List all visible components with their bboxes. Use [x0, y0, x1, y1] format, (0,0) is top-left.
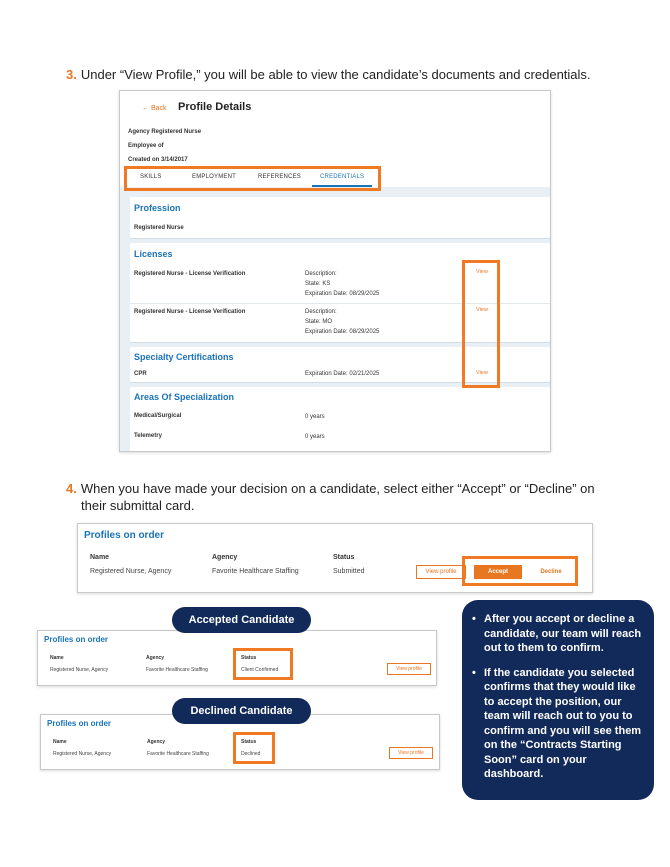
decline-button[interactable]: Decline — [540, 569, 562, 575]
specialty-heading: Specialty Certifications — [134, 352, 234, 362]
accept-button[interactable]: Accept — [474, 565, 522, 579]
profile-details-screenshot — [119, 90, 551, 452]
step-text: Under “View Profile,” you will be able to view the candidate’s documents and credentials. — [80, 67, 591, 82]
license-description-label: Description: — [305, 309, 337, 315]
candidate-status: Client Confirmed — [241, 667, 279, 673]
accepted-profiles-card — [37, 630, 437, 686]
profession-card — [130, 197, 550, 239]
license-view-link[interactable]: View — [476, 307, 488, 313]
info-list — [470, 612, 644, 782]
licenses-heading: Licenses — [134, 249, 173, 259]
step-3-instruction — [66, 66, 646, 83]
license-state: State: MO — [305, 319, 333, 325]
status-highlight-box — [233, 648, 293, 680]
column-header-name: Name — [50, 655, 64, 661]
candidate-name: Registered Nurse, Agency — [53, 751, 112, 757]
card-title: Profiles on order — [47, 719, 112, 728]
declined-candidate-label: Declined Candidate — [172, 698, 311, 724]
candidate-agency: Favorite Healthcare Staffing — [212, 568, 299, 575]
profession-value: Registered Nurse — [134, 225, 184, 231]
accept-decline-highlight-box — [462, 556, 578, 586]
license-name: Registered Nurse - License Verification — [134, 309, 246, 315]
specialization-years: 0 years — [305, 414, 325, 420]
tab-employment[interactable]: EMPLOYMENT — [192, 174, 237, 180]
step-number: 4. — [66, 481, 77, 496]
card-title: Profiles on order — [44, 635, 109, 644]
license-name: Registered Nurse - License Verification — [134, 271, 246, 277]
candidate-name: Registered Nurse, Agency — [90, 568, 172, 575]
specialization-years: 0 years — [305, 434, 325, 440]
license-view-link[interactable]: View — [476, 269, 488, 275]
view-links-highlight-box — [462, 260, 500, 388]
profile-meta-employer: Employee of — [128, 143, 164, 149]
page-title: Profile Details — [178, 101, 252, 113]
candidate-name: Registered Nurse, Agency — [50, 667, 109, 673]
areas-heading: Areas Of Specialization — [134, 392, 235, 402]
view-profile-button[interactable]: View profile — [389, 747, 433, 759]
column-header-agency: Agency — [147, 739, 166, 745]
certification-expiration: Expiration Date: 02/21/2025 — [305, 371, 380, 377]
profession-heading: Profession — [134, 203, 181, 213]
areas-of-specialization-card — [130, 387, 550, 452]
column-header-agency: Agency — [146, 655, 165, 661]
column-header-name: Name — [53, 739, 67, 745]
step-4-instruction — [66, 480, 626, 514]
certification-view-link[interactable]: View — [476, 370, 488, 376]
license-description-label: Description: — [305, 271, 337, 277]
certification-name: CPR — [134, 371, 147, 377]
back-link[interactable]: ← Back — [142, 105, 167, 112]
candidate-status: Declined — [241, 751, 261, 757]
specialization-name: Medical/Surgical — [134, 413, 182, 419]
column-header-agency: Agency — [212, 554, 238, 561]
info-bullet: • After you accept or decline a candidate, our team will reach out to them to confirm. — [470, 612, 644, 656]
accepted-candidate-label: Accepted Candidate — [172, 607, 311, 633]
tabs-highlight-box — [124, 166, 381, 191]
candidate-status: Submitted — [333, 568, 365, 575]
view-profile-button[interactable]: View profile — [416, 565, 466, 579]
column-header-name: Name — [90, 554, 110, 561]
license-state: State: KS — [305, 281, 331, 287]
step-text-line1: When you have made your decision on a candidate, select either “Accept” or “Decline” on — [80, 481, 595, 496]
specialization-name: Telemetry — [134, 433, 162, 439]
candidate-agency: Favorite Healthcare Staffing — [147, 751, 209, 757]
tab-references[interactable]: REFERENCES — [258, 174, 302, 180]
column-header-status: Status — [241, 655, 257, 661]
license-expiration: Expiration Date: 08/29/2025 — [305, 329, 380, 335]
column-header-status: Status — [333, 554, 355, 561]
info-bullet: • If the candidate you selected confirms that they would like to accept the position, our team will reach out to you to confirm and you will see them on the “Contracts Starting Soon” card on your dashboard. — [470, 666, 644, 782]
view-profile-button[interactable]: View profile — [387, 663, 431, 675]
candidate-agency: Favorite Healthcare Staffing — [146, 667, 208, 673]
status-highlight-box — [233, 732, 275, 764]
tab-credentials[interactable]: CREDENTIALS — [320, 174, 365, 180]
profiles-on-order-card — [77, 523, 593, 593]
card-title: Profiles on order — [84, 530, 165, 541]
step-text-line2: their submittal card. — [81, 498, 195, 513]
tab-skills[interactable]: SKILLS — [140, 174, 162, 180]
profile-meta-role: Agency Registered Nurse — [128, 129, 202, 135]
column-header-status: Status — [241, 739, 257, 745]
license-expiration: Expiration Date: 08/29/2025 — [305, 291, 380, 297]
profile-meta-created: Created on 3/14/2017 — [128, 157, 188, 163]
step-number: 3. — [66, 67, 77, 82]
info-panel — [462, 600, 654, 800]
